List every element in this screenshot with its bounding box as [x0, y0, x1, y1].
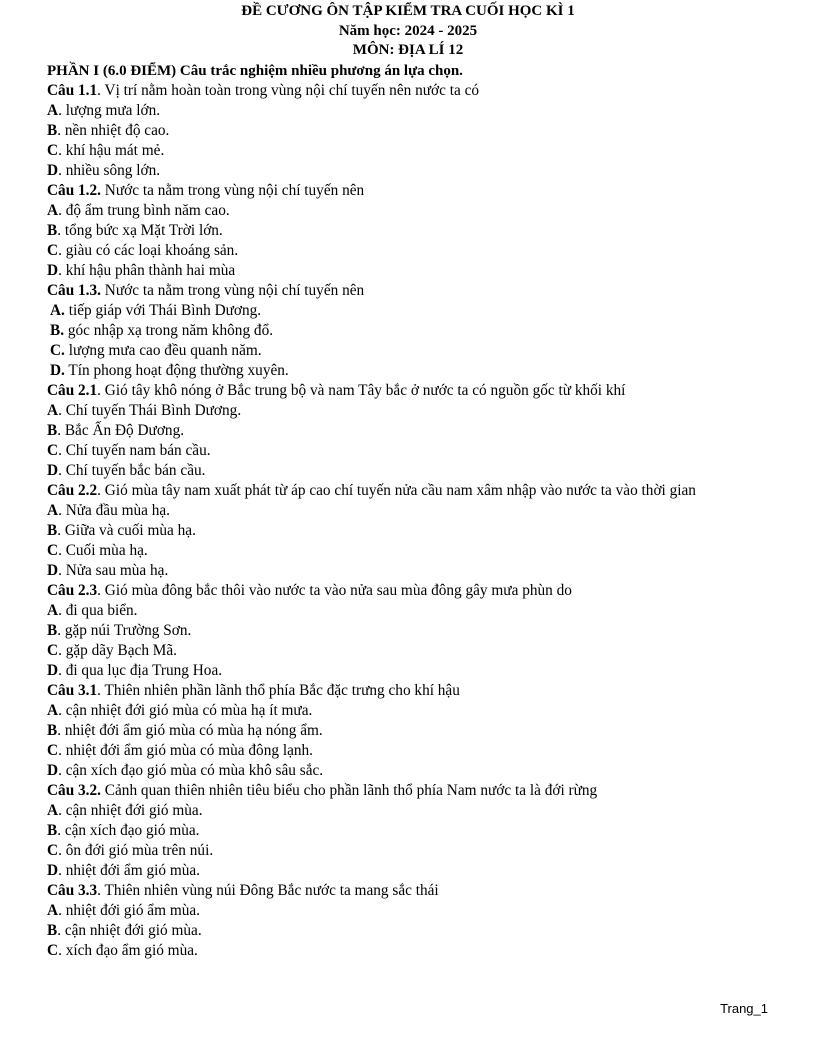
option-letter: B: [47, 421, 58, 439]
option-text: . nhiệt đới gió ẩm mùa.: [58, 901, 200, 919]
option-letter: C: [47, 841, 59, 859]
answer-option: [47, 501, 760, 521]
question-text: . Gió mùa đông bắc thôi vào nước ta vào nửa sau mùa đông gây mưa phùn do: [97, 581, 572, 599]
option-letter: A: [47, 101, 59, 119]
option-text: . Chí tuyến Thái Bình Dương.: [58, 401, 242, 419]
option-text: . Nửa đầu mùa hạ.: [58, 501, 170, 519]
option-letter: D: [47, 161, 59, 179]
option-letter: D.: [50, 361, 65, 379]
option-text: . Nửa sau mùa hạ.: [58, 561, 169, 579]
option-letter: A: [47, 701, 59, 719]
answer-option: [47, 941, 760, 961]
option-letter: A: [47, 801, 59, 819]
question-text: Nước ta nằm trong vùng nội chí tuyến nên: [100, 181, 365, 199]
question-text: . Thiên nhiên phần lãnh thổ phía Bắc đặc trưng cho khí hậu: [97, 681, 460, 699]
option-text: . xích đạo ẩm gió mùa.: [58, 941, 198, 959]
section-title: PHẦN I (6.0 ĐIỂM) Câu trắc nghiệm nhiều phương án lựa chọn.: [47, 62, 463, 79]
question-text: Nước ta nằm trong vùng nội chí tuyến nên: [100, 281, 365, 299]
answer-option: [47, 761, 760, 781]
option-text: . Chí tuyến bắc bán cầu.: [58, 461, 206, 479]
option-text: . Cuối mùa hạ.: [58, 541, 148, 559]
answer-option: [47, 701, 760, 721]
option-text: . cận nhiệt đới gió mùa.: [57, 921, 202, 939]
question-3: [47, 281, 760, 301]
document-title: ĐỀ CƯƠNG ÔN TẬP KIỂM TRA CUỐI HỌC KÌ 1: [241, 3, 575, 19]
answer-option: [47, 521, 760, 541]
question-text: . Gió mùa tây nam xuất phát từ áp cao chí tuyến nửa cầu nam xâm nhập vào nước ta vào thời gian: [97, 481, 696, 499]
option-text: . đi qua lục địa Trung Hoa.: [58, 661, 223, 679]
option-text: . nhiệt đới ẩm gió mùa.: [58, 861, 200, 879]
option-letter: A: [47, 401, 59, 419]
option-letter: D: [47, 461, 59, 479]
option-text: . khí hậu mát mẻ.: [58, 141, 165, 159]
answer-option: [47, 441, 760, 461]
option-text: . ôn đới gió mùa trên núi.: [58, 841, 214, 859]
option-letter: A: [47, 501, 59, 519]
document-header: [0, 0, 816, 61]
option-text: . nhiệt đới ẩm gió mùa có mùa đông lạnh.: [58, 741, 313, 759]
option-letter: A.: [50, 301, 65, 319]
option-text: . cận xích đạo gió mùa.: [57, 821, 200, 839]
answer-option: [47, 641, 760, 661]
option-letter: D: [47, 761, 59, 779]
option-text: . Bắc Ấn Độ Dương.: [57, 421, 185, 439]
option-letter: B: [47, 921, 58, 939]
answer-option: [47, 721, 760, 741]
option-text: lượng mưa cao đều quanh năm.: [64, 341, 262, 359]
option-text: . độ ẩm trung bình năm cao.: [58, 201, 230, 219]
question-text: . Gió tây khô nóng ở Bắc trung bộ và nam Tây bắc ở nước ta có nguồn gốc từ khối khí: [97, 381, 626, 399]
answer-option: [47, 241, 760, 261]
answer-option: [47, 541, 760, 561]
answer-option: [47, 341, 760, 361]
question-label: Câu 3.3: [47, 881, 98, 899]
answer-option: [47, 801, 760, 821]
option-letter: A: [47, 201, 59, 219]
option-letter: B: [47, 821, 58, 839]
question-7: [47, 681, 760, 701]
question-label: Câu 2.3: [47, 581, 98, 599]
option-letter: D: [47, 561, 59, 579]
option-text: . cận nhiệt đới gió mùa có mùa hạ ít mưa.: [58, 701, 313, 719]
answer-option: [47, 101, 760, 121]
option-text: . giàu có các loại khoáng sản.: [58, 241, 239, 259]
answer-option: [47, 421, 760, 441]
answer-option: [47, 741, 760, 761]
option-text: . nhiều sông lớn.: [58, 161, 161, 179]
question-label: Câu 2.1: [47, 381, 98, 399]
option-text: . Chí tuyến nam bán cầu.: [58, 441, 211, 459]
option-letter: C: [47, 641, 59, 659]
answer-option: [47, 561, 760, 581]
option-letter: B: [47, 221, 58, 239]
answer-option: [47, 161, 760, 181]
answer-option: [47, 461, 760, 481]
answer-option: [47, 321, 760, 341]
option-letter: C: [47, 141, 59, 159]
option-letter: D: [47, 861, 59, 879]
question-label: Câu 3.2.: [47, 781, 101, 799]
answer-option: [47, 201, 760, 221]
answer-option: [47, 221, 760, 241]
option-text: . tổng bức xạ Mặt Trời lớn.: [57, 221, 223, 239]
question-text: . Thiên nhiên vùng núi Đông Bắc nước ta mang sắc thái: [97, 881, 439, 899]
answer-option: [47, 861, 760, 881]
answer-option: [47, 821, 760, 841]
answer-option: [47, 901, 760, 921]
answer-option: [47, 261, 760, 281]
option-letter: C: [47, 541, 59, 559]
option-letter: A: [47, 901, 59, 919]
question-list: [47, 81, 760, 961]
option-text: . gặp núi Trường Sơn.: [57, 621, 192, 639]
option-text: . cận nhiệt đới gió mùa.: [58, 801, 203, 819]
question-label: Câu 1.3.: [47, 281, 101, 299]
answer-option: [47, 361, 760, 381]
answer-option: [47, 661, 760, 681]
answer-option: [47, 141, 760, 161]
question-label: Câu 1.2.: [47, 181, 101, 199]
page-number: Trang_1: [720, 1001, 768, 1016]
option-text: . cận xích đạo gió mùa có mùa khô sâu sắc.: [58, 761, 324, 779]
answer-option: [47, 841, 760, 861]
option-text: . khí hậu phân thành hai mùa: [58, 261, 236, 279]
answer-option: [47, 401, 760, 421]
option-text: . nền nhiệt độ cao.: [57, 121, 170, 139]
option-text: góc nhập xạ trong năm không đổ.: [64, 321, 274, 339]
option-letter: A: [47, 601, 59, 619]
school-year: Năm học: 2024 - 2025: [338, 22, 478, 39]
option-text: Tín phong hoạt động thường xuyên.: [64, 361, 289, 379]
option-text: . lượng mưa lớn.: [58, 101, 161, 119]
question-1: [47, 81, 760, 101]
option-text: tiếp giáp với Thái Bình Dương.: [64, 301, 262, 319]
option-letter: B: [47, 521, 58, 539]
option-letter: C: [47, 441, 59, 459]
answer-option: [47, 921, 760, 941]
question-2: [47, 181, 760, 201]
option-letter: B: [47, 621, 58, 639]
option-text: . đi qua biển.: [58, 601, 138, 619]
question-label: Câu 2.2: [47, 481, 98, 499]
option-letter: B.: [50, 321, 65, 339]
question-6: [47, 581, 760, 601]
question-label: Câu 3.1: [47, 681, 98, 699]
question-text: . Vị trí nằm hoàn toàn trong vùng nội chí tuyến nên nước ta có: [97, 81, 480, 99]
option-letter: D: [47, 261, 59, 279]
option-letter: B: [47, 721, 58, 739]
option-letter: B: [47, 121, 58, 139]
answer-option: [47, 121, 760, 141]
option-letter: C: [47, 241, 59, 259]
option-letter: C: [47, 741, 59, 759]
question-5: [47, 481, 760, 501]
option-text: . nhiệt đới ẩm gió mùa có mùa hạ nóng ẩm.: [57, 721, 323, 739]
option-letter: D: [47, 661, 59, 679]
option-letter: C: [47, 941, 59, 959]
answer-option: [47, 601, 760, 621]
question-9: [47, 881, 760, 901]
question-label: Câu 1.1: [47, 81, 98, 99]
option-text: . gặp dãy Bạch Mã.: [58, 641, 178, 659]
answer-option: [47, 301, 760, 321]
question-4: [47, 381, 760, 401]
subject-title: MÔN: ĐỊA LÍ 12: [352, 42, 464, 58]
question-text: Cảnh quan thiên nhiên tiêu biểu cho phần lãnh thổ phía Nam nước ta là đới rừng: [100, 781, 598, 799]
option-text: . Giữa và cuối mùa hạ.: [57, 521, 196, 539]
answer-option: [47, 621, 760, 641]
question-8: [47, 781, 760, 801]
option-letter: C.: [50, 341, 65, 359]
